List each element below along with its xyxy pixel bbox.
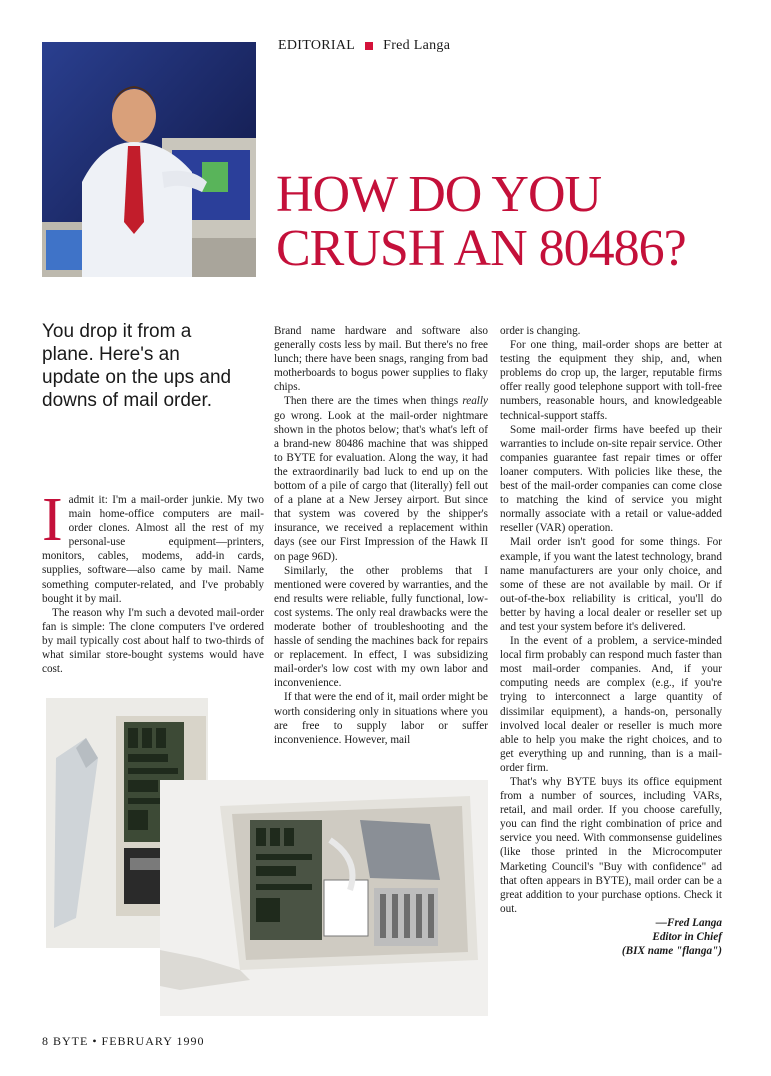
paragraph: The reason why I'm such a devoted mail-order fan is simple: The clone computers I've ordered by mail typically cost about half to two-thirds of what similar store-bought systems would have cost. (42, 606, 264, 676)
paragraph: Mail order isn't good for some things. For example, if you want the latest technology, brand name manufacturers are your only choice, and some of these are not available by mail. Or if out-of-the-box reliability is critical, you'll do better by having a local dealer or reseller set up and test your system before it's delivered. (500, 536, 722, 633)
signature-bix: (BIX name "flanga") (621, 945, 722, 958)
column-1 (42, 486, 264, 676)
paragraph-text: go wrong. Look at the mail-order nightmare shown in the photos below; that's what's left of a brand-new 80486 machine that was shipped to BYTE for evaluation. Along the way, it had the extraordinarily bad luck to end up on the bottom of a pile of cargo that (literally) fell out of a plane at a New Jersey airport. But since that system was covered by the shipper's insurance, we received a replacement within days (see our First Impression of the Hawk II on page 96D). (274, 409, 488, 563)
red-square-bullet (365, 42, 373, 50)
author-name: Fred Langa (383, 38, 451, 53)
column-2 (274, 324, 488, 747)
paragraph: In the event of a problem, a service-minded local firm probably can respond much faster than most mail-order companies. And, if your computing needs are complex (e.g., if you're trying to interconnect a large quantity of dissimilar equipment), a hands-on, personally involved local dealer or reseller is much more able to help you make the right choices, and to get everything up and running, than is a mail-order firm. (500, 635, 722, 774)
open-crushed-case-photo (160, 780, 488, 1016)
title-line-2: CRUSH AN 80486? (276, 220, 686, 277)
section-label: EDITORIAL (278, 38, 356, 53)
paragraph (42, 486, 264, 606)
paragraph: Some mail-order firms have beefed up their warranties to include on-site repair service. Other companies guarantee fast repair times or offer loaner computers. With policies like these, the best of the mail-order companies can come close to matching the kind of service you might normally associate with a retail or value-added reseller (VAR) operation. (500, 423, 722, 535)
emphasis-text: really (462, 395, 488, 408)
title-line-1: HOW DO YOU (276, 166, 602, 223)
paragraph: Brand name hardware and software also generally costs less by mail. But there's no free lunch; there have been snags, ranging from bad motherboards to bogus power supplies to flaky chips. (274, 325, 488, 394)
paragraph (274, 394, 488, 563)
author-portrait-photo (42, 42, 256, 277)
paragraph: That's why BYTE buys its office equipment from a number of sources, including VARs, retail, and mail order. If you choose carefully, you can find the right combination of price and service you need. With commonsense guidelines (like those printed in the Microcomputer Marketing Council's "Buy with confidence" ad that often appears in BYTE), mail order can be a great addition to your purchase options. Check it out. (500, 776, 722, 915)
column-3 (500, 324, 722, 958)
paragraph: If that were the end of it, mail order might be worth considering only in situations where you are free to supply labor or suffer inconvenience. However, mail (274, 691, 488, 746)
section-kicker (278, 38, 450, 54)
paragraph-text: admit it: I'm a mail-order junkie. My two main home-office computers are mail-order clones. Almost all the rest of my personal-use equipment—printers, monitors, cables, modems, add-in cards, supplies, software—also came by mail. Name something computer-related, and I've probably bought it by mail. (42, 494, 264, 605)
paragraph: For one thing, mail-order shops are better at testing the equipment they ship, and, when problems do crop up, the larger, reputable firms offer really good telephone support with toll-free numbers, reasonable hours, and knowledgeable technical-support staffs. (500, 339, 722, 422)
paragraph: order is changing. (500, 325, 581, 337)
paragraph-text: Then there are the times when things (284, 395, 463, 408)
signature-title: Editor in Chief (652, 931, 722, 944)
article-title (276, 168, 746, 276)
drop-cap: I (42, 486, 63, 554)
article-deck: You drop it from a plane. Here's an update on the ups and downs of mail order. (42, 321, 232, 411)
signature-name: —Fred Langa (655, 916, 722, 929)
paragraph: Similarly, the other problems that I mentioned were covered by warranties, and the end results were reliable, fully functional, low-cost systems. The only real drawbacks were the moderate bother of troubleshooting and the hassle of sending the machines back for repairs or replacement. In effect, I was subsidizing mail-order's low cost with my own labor and inconvenience. (274, 564, 488, 690)
page-folio: 8 BYTE • FEBRUARY 1990 (42, 1034, 205, 1048)
